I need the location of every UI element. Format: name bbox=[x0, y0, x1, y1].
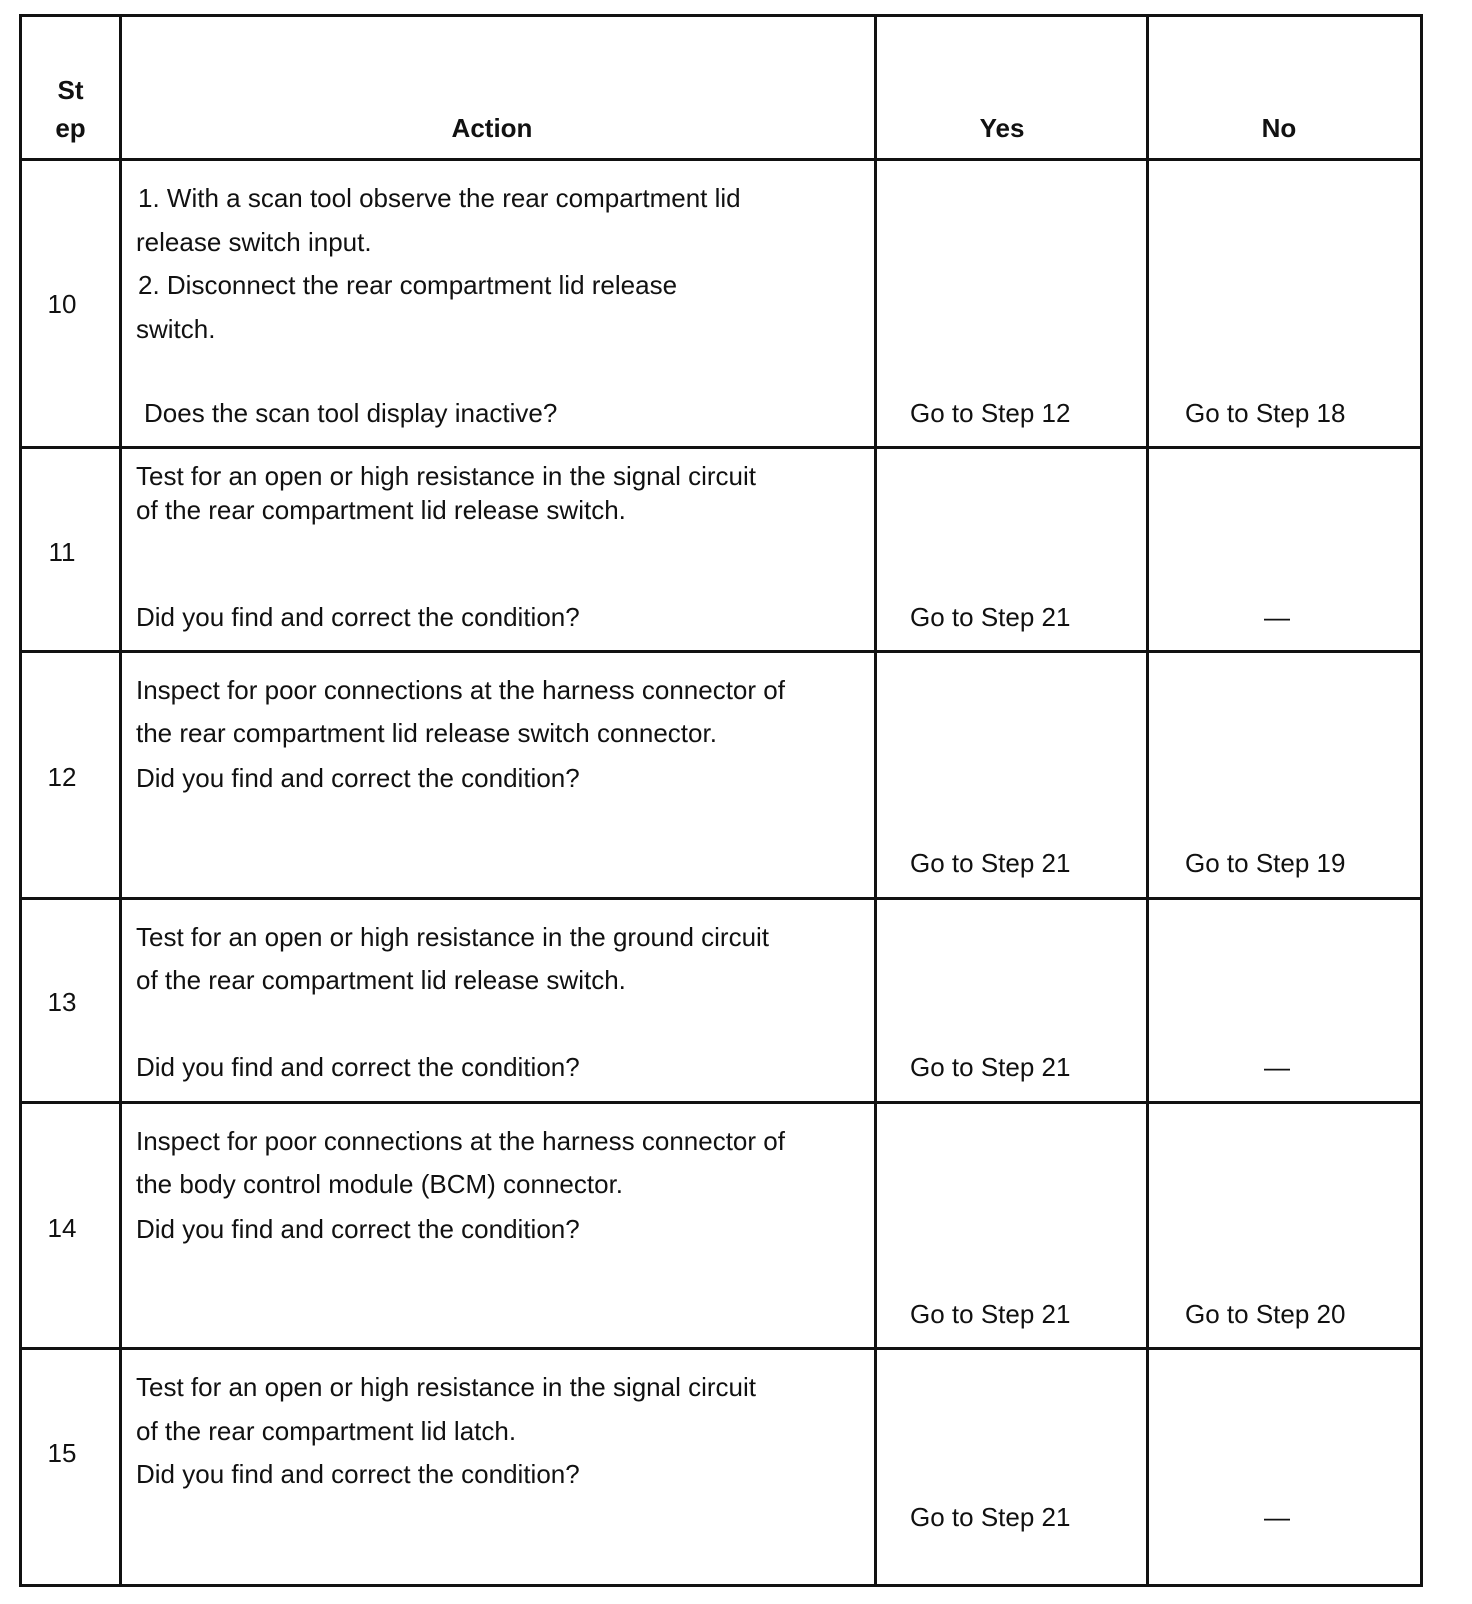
no-result: Go to Step 18 bbox=[1185, 398, 1346, 428]
action-text: of the rear compartment lid latch. bbox=[136, 1416, 517, 1446]
table-border-top bbox=[19, 14, 1423, 17]
step-number: 10 bbox=[47, 289, 77, 319]
action-text: of the rear compartment lid release switch. bbox=[136, 495, 626, 525]
action-text: Inspect for poor connections at the harness connector of bbox=[136, 1126, 785, 1156]
yes-result: Go to Step 12 bbox=[910, 398, 1071, 428]
yes-result: Go to Step 21 bbox=[910, 602, 1071, 632]
column-divider bbox=[119, 15, 122, 1587]
table-border-right bbox=[1420, 15, 1423, 1587]
row-divider bbox=[19, 1347, 1423, 1350]
step-number: 13 bbox=[47, 987, 77, 1017]
action-text: 2. Disconnect the rear compartment lid release bbox=[138, 270, 678, 300]
row-divider bbox=[19, 446, 1423, 449]
action-question: Did you find and correct the condition? bbox=[136, 1214, 580, 1244]
header-step-line1: St bbox=[57, 75, 84, 105]
action-text: Inspect for poor connections at the harness connector of bbox=[136, 675, 785, 705]
table-border-bottom bbox=[19, 1584, 1423, 1587]
action-question: Did you find and correct the condition? bbox=[136, 763, 580, 793]
header-step-line2: ep bbox=[55, 113, 86, 143]
step-number: 15 bbox=[47, 1438, 77, 1468]
action-question: Did you find and correct the condition? bbox=[136, 602, 580, 632]
action-question: Does the scan tool display inactive? bbox=[144, 398, 558, 428]
header-action: Action bbox=[451, 113, 533, 143]
step-number: 11 bbox=[48, 537, 76, 567]
yes-result: Go to Step 21 bbox=[910, 1299, 1071, 1329]
row-divider bbox=[19, 1101, 1423, 1104]
action-text: release switch input. bbox=[136, 227, 372, 257]
step-number: 12 bbox=[47, 762, 77, 792]
column-divider bbox=[874, 15, 877, 1587]
action-text: Test for an open or high resistance in the signal circuit bbox=[136, 461, 757, 491]
no-result: Go to Step 19 bbox=[1185, 848, 1346, 878]
column-divider bbox=[1146, 15, 1149, 1587]
action-question: Did you find and correct the condition? bbox=[136, 1052, 580, 1082]
action-text: 1. With a scan tool observe the rear compartment lid bbox=[138, 183, 741, 213]
no-result: — bbox=[1264, 1052, 1290, 1082]
no-result: Go to Step 20 bbox=[1185, 1299, 1346, 1329]
action-text: of the rear compartment lid release switch. bbox=[136, 965, 626, 995]
no-result: — bbox=[1264, 1502, 1290, 1532]
action-text: Test for an open or high resistance in the signal circuit bbox=[136, 1372, 757, 1402]
action-question: Did you find and correct the condition? bbox=[136, 1459, 580, 1489]
yes-result: Go to Step 21 bbox=[910, 1502, 1071, 1532]
header-yes: Yes bbox=[979, 113, 1025, 143]
action-text: switch. bbox=[136, 314, 216, 344]
table-border-left bbox=[19, 15, 22, 1587]
yes-result: Go to Step 21 bbox=[910, 1052, 1071, 1082]
row-divider bbox=[19, 650, 1423, 653]
header-no: No bbox=[1261, 113, 1297, 143]
action-text: Test for an open or high resistance in the ground circuit bbox=[136, 922, 770, 952]
action-text: the body control module (BCM) connector. bbox=[136, 1169, 624, 1199]
no-result: — bbox=[1264, 602, 1290, 632]
action-text: the rear compartment lid release switch connector. bbox=[136, 718, 717, 748]
yes-result: Go to Step 21 bbox=[910, 848, 1071, 878]
row-divider bbox=[19, 158, 1423, 161]
row-divider bbox=[19, 897, 1423, 900]
step-number: 14 bbox=[47, 1213, 77, 1243]
